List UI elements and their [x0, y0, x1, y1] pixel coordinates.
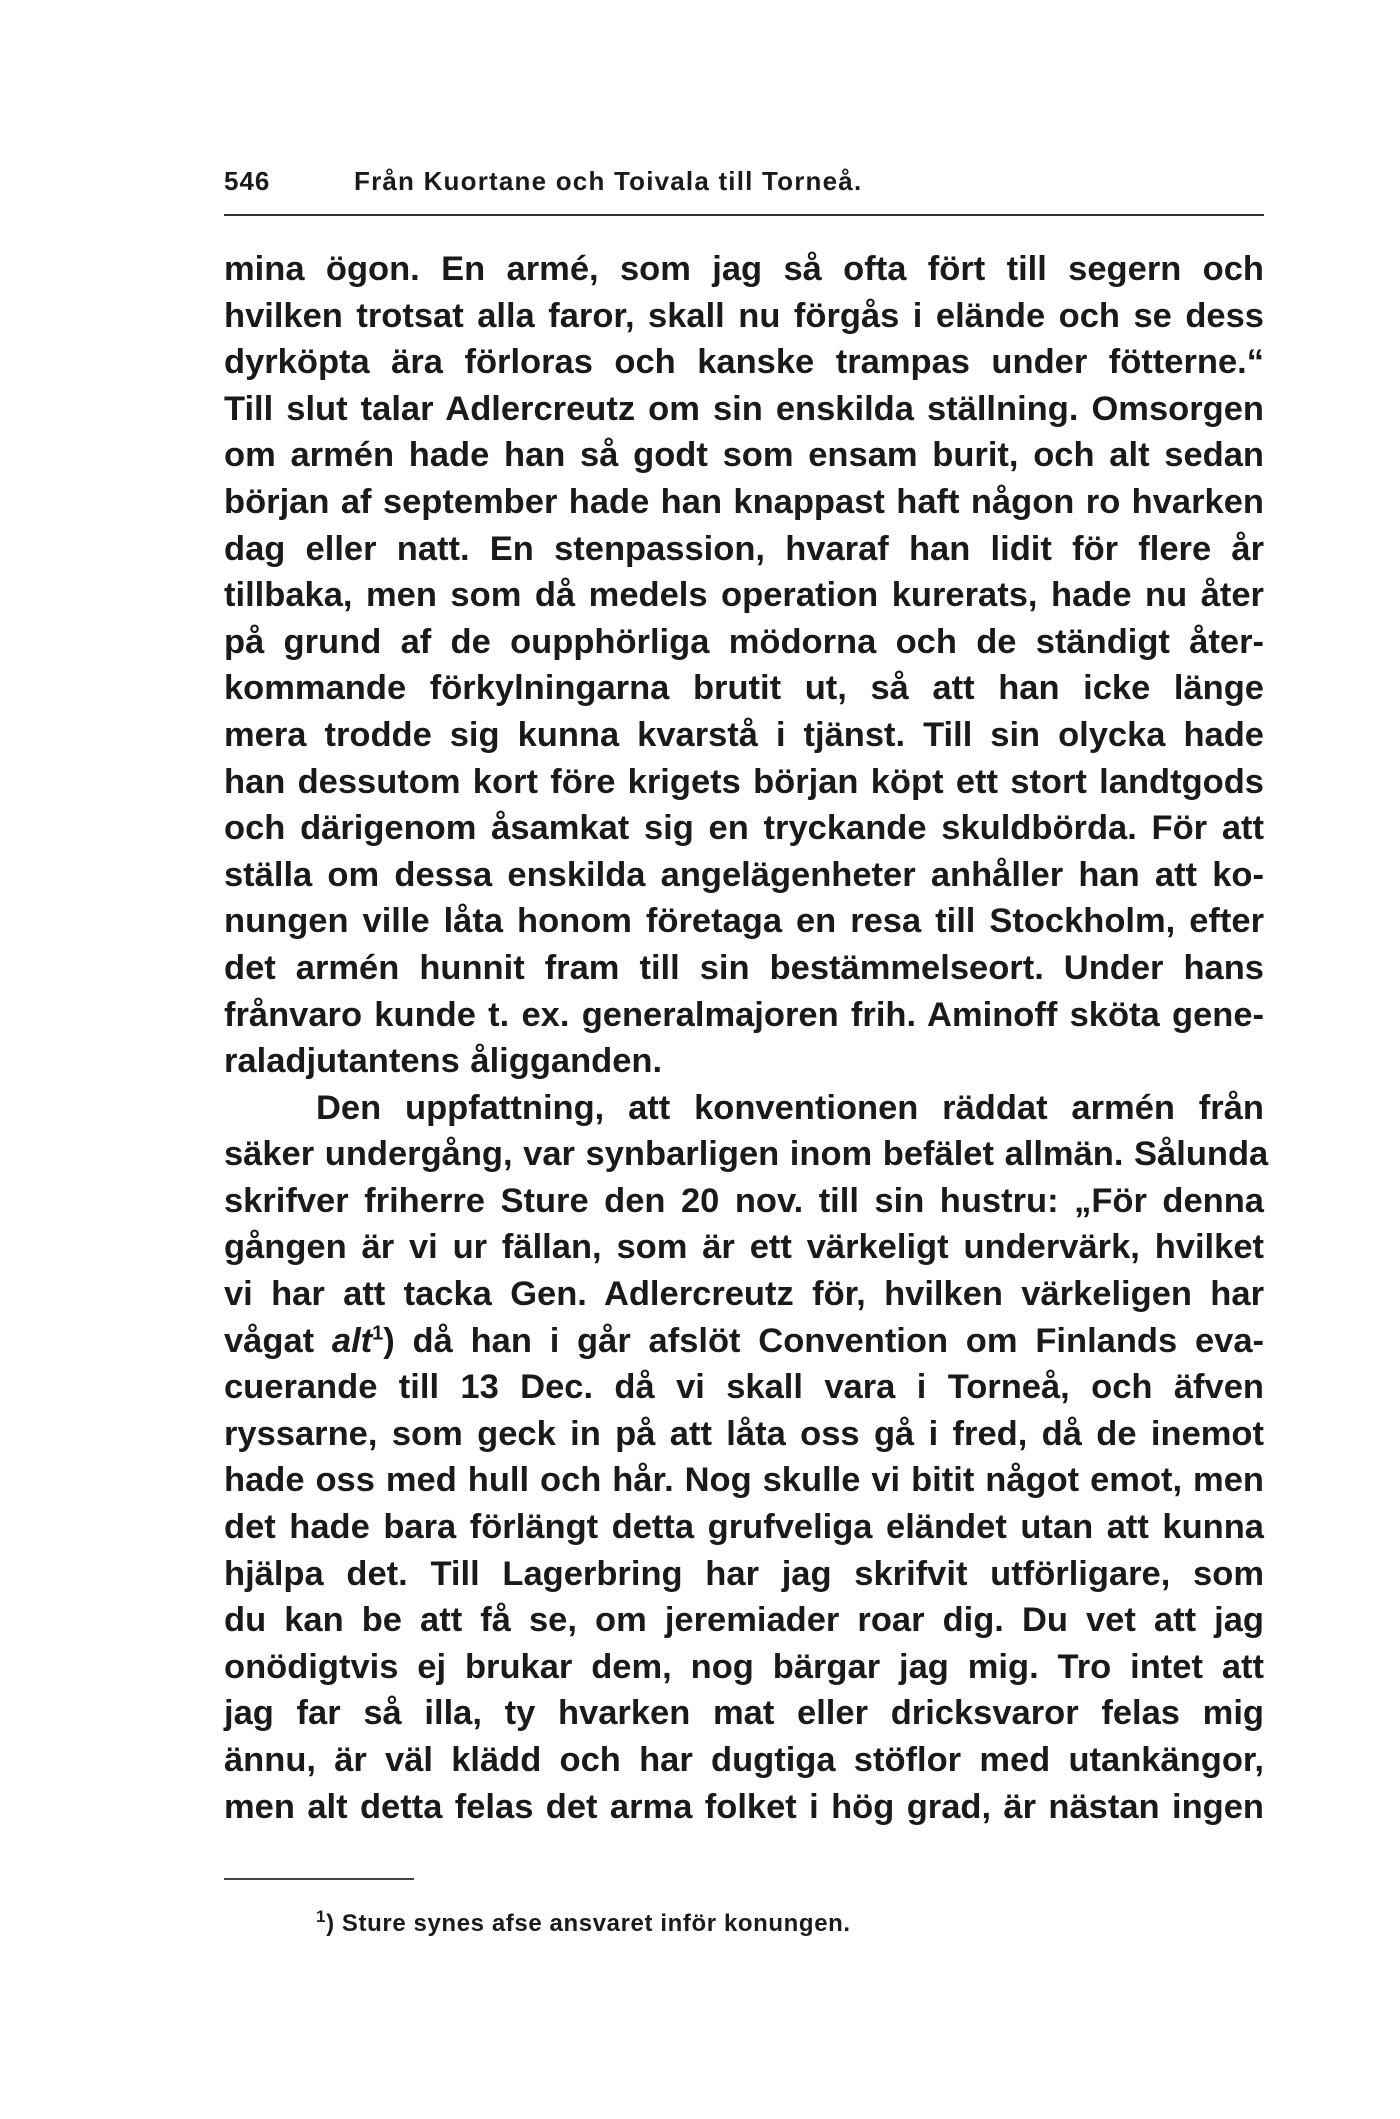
text-line: säker undergång, var synbarligen inom befälet allmän. Sålunda [224, 1135, 1269, 1174]
text-line: raladjutantens åligganden. [224, 1042, 663, 1081]
text-line: gången är vi ur fällan, som är ett värkeligt undervärk, hvilket [224, 1228, 1264, 1267]
text-line: frånvaro kunde t. ex. generalmajoren frih. Aminoff sköta gene- [224, 995, 1264, 1034]
text-line: början af september hade han knappast haft någon ro hvarken [224, 482, 1264, 521]
paragraph-1 [224, 246, 1264, 1085]
text-line: på grund af de oupphörliga mödorna och de ständigt åter- [224, 622, 1264, 661]
text-line: kommande förkylningarna brutit ut, så att han icke länge [224, 669, 1264, 708]
text-line: dyrköpta ära förloras och kanske trampas under fötterne.“ [224, 343, 1264, 382]
text-line: skrifver friherre Sture den 20 nov. till sin hustru: „För denna [224, 1181, 1264, 1220]
text-line: mera trodde sig kunna kvarstå i tjänst. Till sin olycka hade [224, 715, 1264, 754]
running-title: Från Kuortane och Toivala till Torneå. [354, 166, 863, 196]
text-line: Den uppfattning, att konventionen räddat armén från [316, 1088, 1264, 1127]
footnote-rule [224, 1878, 414, 1880]
text-line: nungen ville låta honom företaga en resa till Stockholm, efter [224, 902, 1264, 941]
text-line: ryssarne, som geck in på att låta oss gå i fred, då de inemot [224, 1414, 1264, 1453]
text-line: det hade bara förlängt detta grufveliga eländet utan att kunna [224, 1508, 1264, 1547]
text-line: och därigenom åsamkat sig en tryckande skuldbörda. För att [224, 809, 1264, 848]
text-line: ännu, är väl klädd och har dugtiga stöflor med utankängor, [224, 1741, 1264, 1779]
italic-word: alt [331, 1321, 373, 1360]
text-fragment: ) då han i går afslöt Convention om Finlands eva- [383, 1321, 1264, 1360]
page-header [224, 166, 1264, 206]
page-number: 546 [224, 166, 271, 196]
text-line: det armén hunnit fram till sin bestämmelseort. Under hans [224, 948, 1264, 987]
text-line: vi har att tacka Gen. Adlercreutz för, hvilken värkeligen har [224, 1275, 1264, 1314]
text-line: mina ögon. En armé, som jag så ofta fört till segern och [224, 250, 1264, 288]
footnote-number: 1 [316, 1907, 327, 1926]
footnote-marker: 1 [372, 1322, 384, 1345]
text-line: jag far så illa, ty hvarken mat eller dricksvaror felas mig [224, 1694, 1264, 1733]
text-line: hade oss med hull och hår. Nog skulle vi bitit något emot, men [224, 1461, 1264, 1500]
text-line: om armén hade han så godt som ensam burit, och alt sedan [224, 436, 1264, 475]
text-line: dag eller natt. En stenpassion, hvaraf han lidit för flere år [224, 529, 1264, 568]
header-rule [224, 214, 1264, 216]
body-text [224, 246, 1269, 1830]
text-line: du kan be att få se, om jeremiader roar dig. Du vet att jag [224, 1601, 1264, 1640]
paragraph-2 [224, 1085, 1269, 1831]
footnote [316, 1907, 851, 1938]
text-line: Till slut talar Adlercreutz om sin enskilda ställning. Omsorgen [224, 389, 1264, 428]
text-line-with-footnote [224, 1318, 1264, 1365]
text-line: men alt detta felas det arma folket i hög grad, är nästan ingen [224, 1787, 1264, 1826]
text-line: onödigtvis ej brukar dem, nog bärgar jag mig. Tro intet att [224, 1647, 1264, 1686]
text-line: han dessutom kort före krigets början köpt ett stort landtgods [224, 762, 1264, 801]
text-line: hvilken trotsat alla faror, skall nu förgås i elände och se dess [224, 296, 1264, 335]
footnote-text: ) Sture synes afse ansvaret inför konungen. [326, 1910, 851, 1937]
text-line: cuerande till 13 Dec. då vi skall vara i Torneå, och äfven [224, 1368, 1264, 1407]
text-fragment: vågat [224, 1321, 315, 1360]
text-line: tillbaka, men som då medels operation kurerats, hade nu åter [224, 576, 1264, 615]
text-line: hjälpa det. Till Lagerbring har jag skrifvit utförligare, som [224, 1554, 1264, 1593]
text-line: ställa om dessa enskilda angelägenheter anhåller han att ko- [224, 855, 1264, 894]
